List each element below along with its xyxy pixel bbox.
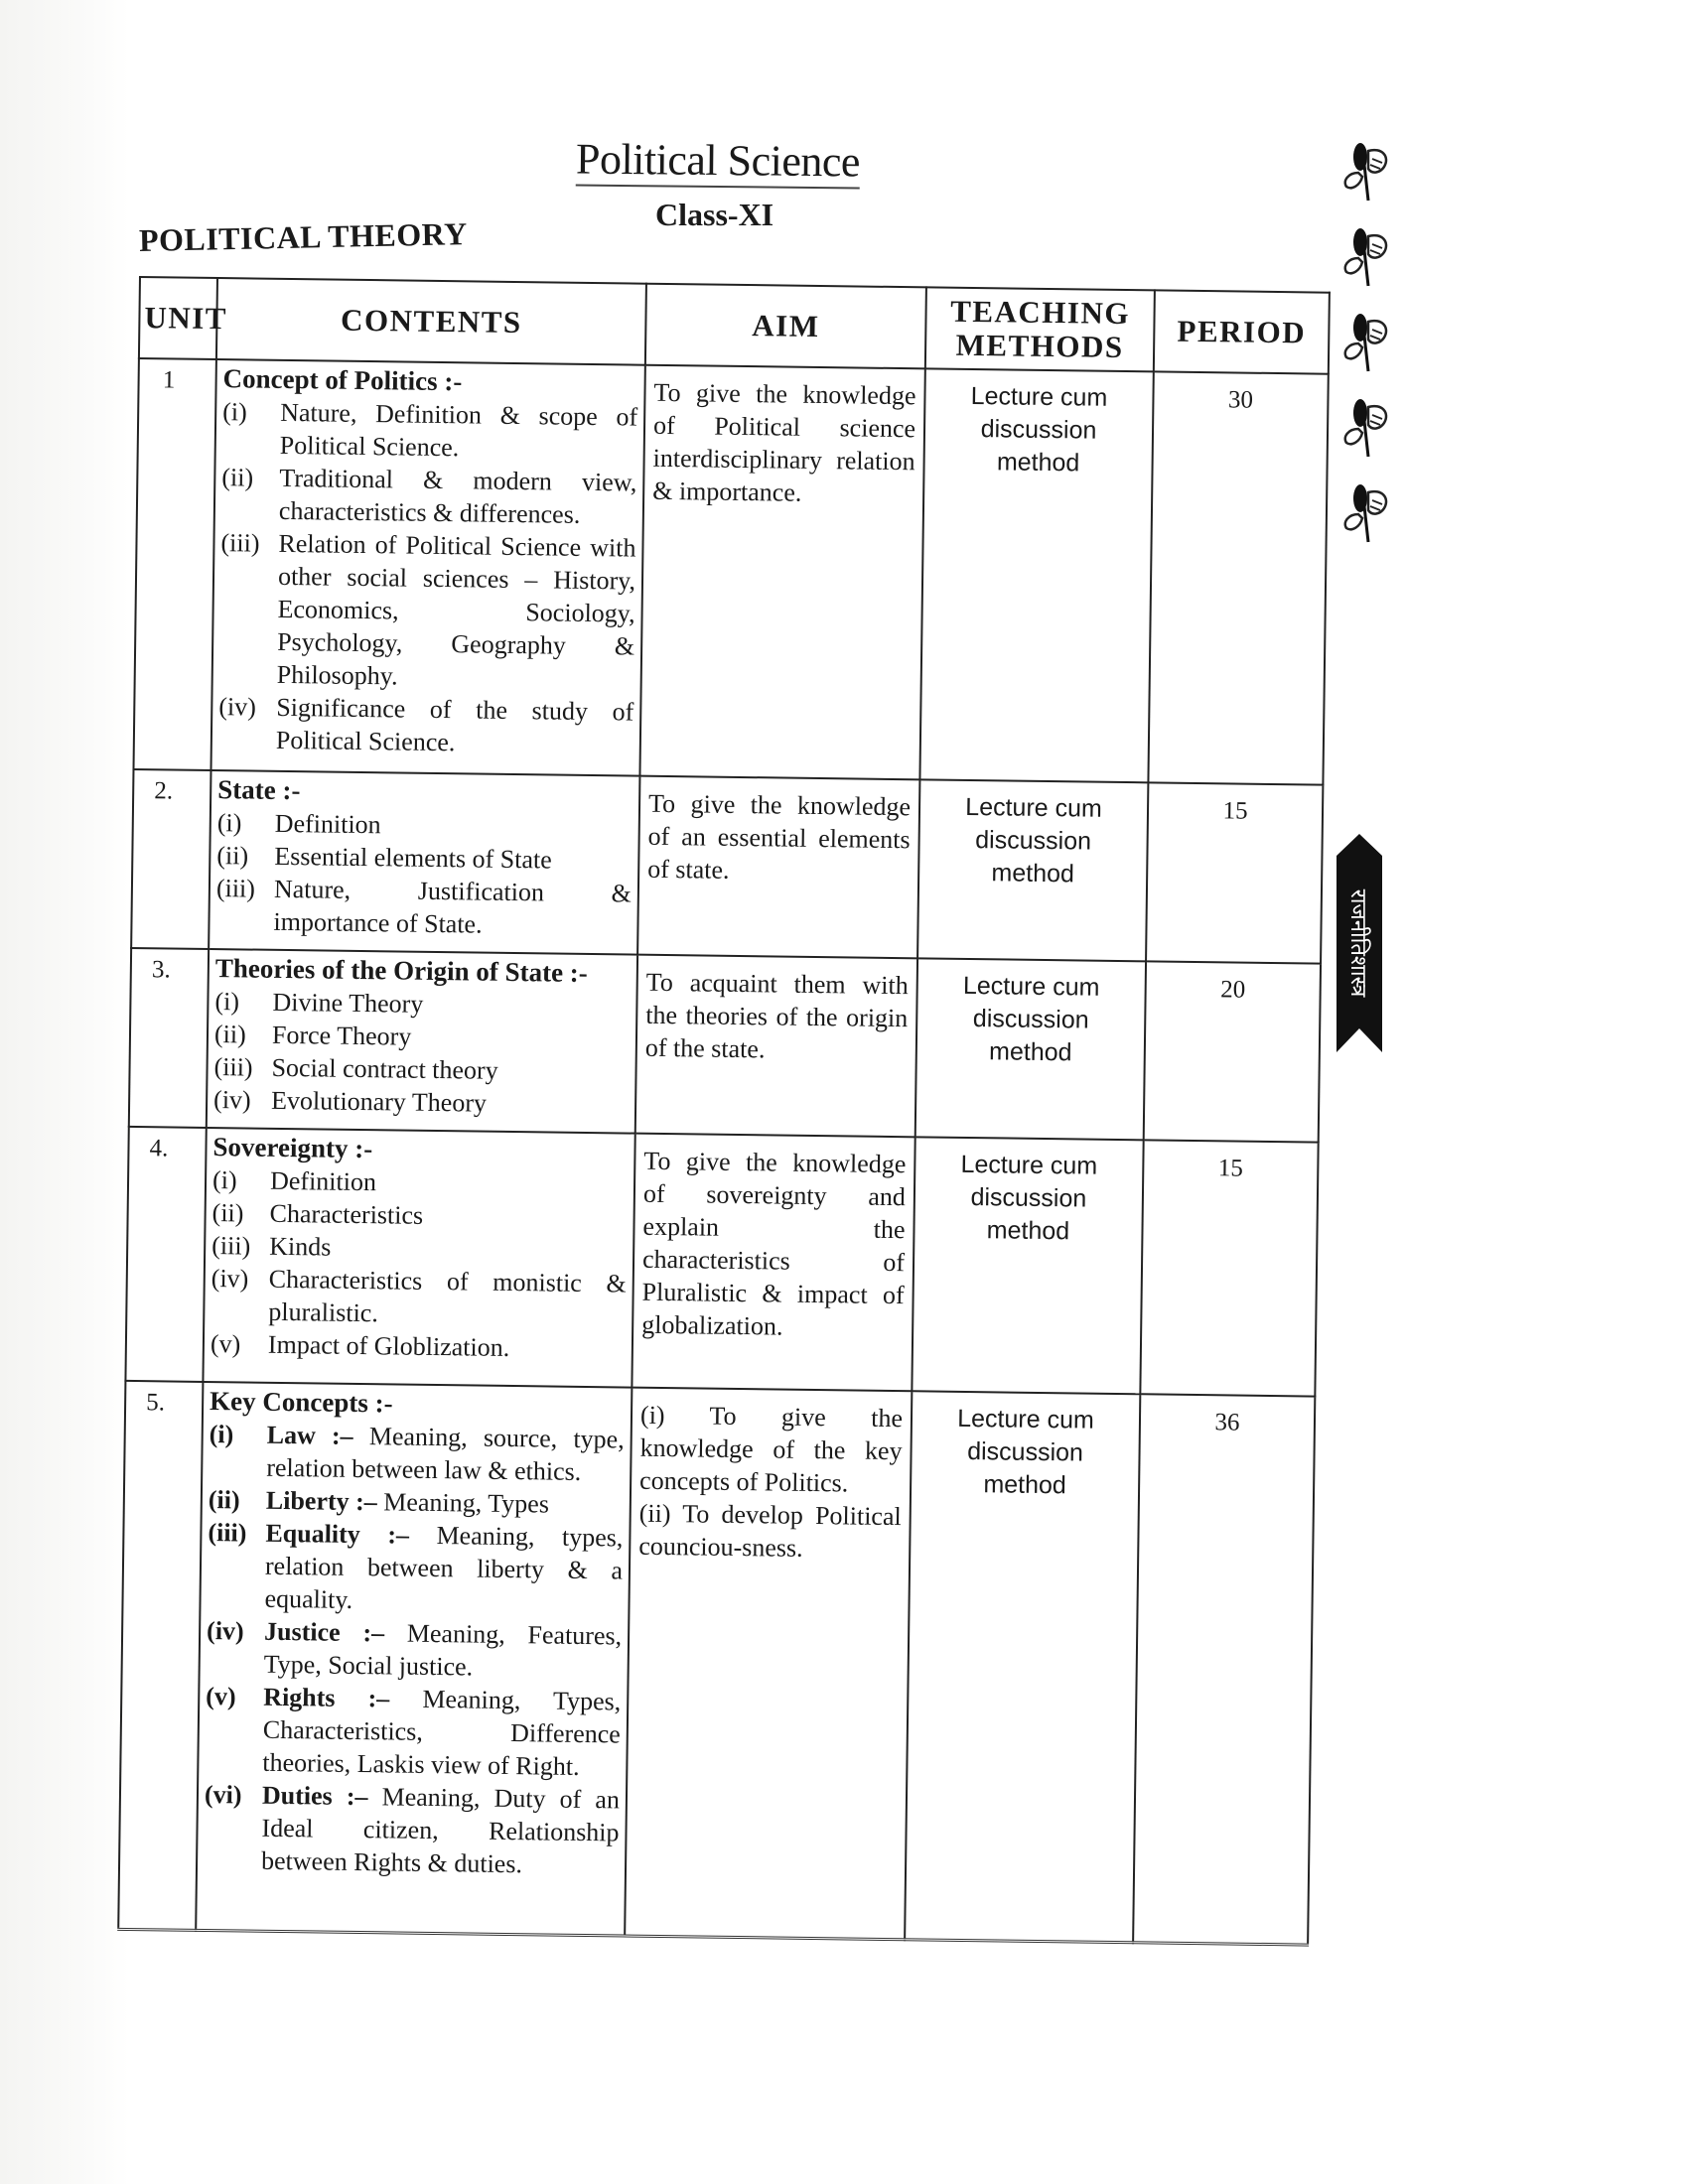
concept-term: Duties :–: [261, 1780, 368, 1812]
item-number: (ii): [221, 463, 254, 492]
method-line: discussion: [972, 1005, 1089, 1034]
item-number: (i): [211, 1165, 237, 1195]
period-cell: 20: [1144, 961, 1321, 1142]
content-item: [211, 1262, 627, 1332]
bookmark-ribbon: [1336, 834, 1382, 1052]
item-number: (iii): [211, 1231, 251, 1261]
content-item: [218, 690, 634, 760]
item-number: (i): [209, 1420, 234, 1449]
unit-number: 4.: [125, 1127, 206, 1382]
aim-cell: To acquaint them with the theories of the origin of the state.: [635, 955, 917, 1138]
content-item: [214, 985, 630, 1023]
item-text: Evolutionary Theory: [270, 1085, 488, 1118]
leaf-sprig-icon: [1338, 395, 1394, 459]
page-gutter-shadow: [0, 0, 129, 2184]
method-line: method: [996, 448, 1080, 478]
item-number: (iv): [206, 1616, 244, 1646]
column-header-unit: UNIT: [139, 277, 217, 359]
content-item: [209, 1418, 625, 1488]
period-cell: 36: [1133, 1394, 1315, 1945]
item-text: Definition: [269, 1165, 377, 1197]
contents-cell: [196, 1382, 632, 1936]
unit-number: 5.: [118, 1381, 203, 1930]
table-row: [131, 769, 1323, 964]
aim-cell: [625, 1388, 912, 1940]
method-line: discussion: [970, 1183, 1087, 1213]
item-number: (iii): [213, 1052, 253, 1082]
table-header-row: [139, 277, 1330, 374]
content-item: [211, 1327, 626, 1365]
item-text: Relation of Political Science with other social sciences – History, Economics, Sociology, Psychology, Geography & Philosophy.: [276, 528, 636, 691]
unit-number: 1: [133, 358, 215, 770]
item-text: Nature, Justification & importance of State.: [273, 874, 633, 939]
margin-decoration: [1338, 139, 1398, 566]
teaching-header-line2: METHODS: [955, 327, 1124, 364]
concept-term: Liberty :–: [265, 1485, 377, 1517]
item-number: (ii): [216, 841, 249, 871]
topic-heading: State :-: [217, 774, 301, 806]
item-number: (ii): [211, 1198, 244, 1228]
method-line: Lecture cum: [960, 1150, 1098, 1180]
table-row: [129, 948, 1321, 1143]
item-text: Impact of Globlization.: [267, 1329, 510, 1362]
content-item: [216, 839, 632, 877]
content-item: [213, 1050, 629, 1088]
content-item: [211, 1196, 627, 1234]
table-row: [133, 358, 1328, 785]
item-number: (i): [214, 987, 240, 1017]
item-number: (v): [210, 1329, 241, 1359]
syllabus-table-wrapper: [117, 276, 1329, 1947]
item-number: (iii): [208, 1518, 247, 1548]
contents-cell: [207, 949, 637, 1134]
item-text: Meaning, Duty of an Ideal citizen, Relationship between Rights & duties.: [260, 1782, 621, 1879]
unit-number: 2.: [131, 769, 211, 949]
unit-number: 3.: [129, 948, 209, 1128]
item-text: Characteristics of monistic & pluralistic.: [268, 1264, 627, 1328]
method-line: Lecture cum: [962, 971, 1100, 1002]
aim-cell: To give the knowledge of sovereignty and explain the characteristics of Pluralistic & impact of globalization.: [632, 1134, 914, 1392]
column-header-aim: AIM: [645, 284, 926, 369]
item-text: Essential elements of State: [274, 841, 552, 875]
method-line: discussion: [967, 1437, 1084, 1467]
item-text: Meaning, Features, Type, Social justice.: [263, 1618, 623, 1682]
item-number: (i): [222, 397, 247, 427]
topic-heading: Theories of the Origin of State :-: [214, 953, 588, 988]
item-text: Kinds: [269, 1231, 332, 1262]
content-item: [205, 1680, 621, 1783]
aim-line: (i) To give the knowledge of the key concepts of Politics.: [638, 1400, 904, 1498]
content-item: [219, 526, 636, 695]
content-item: [206, 1614, 622, 1685]
item-text: Social contract theory: [271, 1052, 498, 1085]
period-cell: 15: [1140, 1140, 1318, 1396]
item-number: (vi): [204, 1779, 242, 1810]
concept-term: Justice :–: [263, 1616, 385, 1648]
item-number: (ii): [208, 1485, 240, 1515]
aim-cell: To give the knowledge of Political science interdisciplinary relation & importance.: [639, 365, 924, 780]
contents-cell: [203, 1128, 634, 1388]
item-text: Characteristics: [269, 1198, 424, 1230]
item-number: (iv): [218, 692, 257, 722]
item-text: Divine Theory: [272, 987, 424, 1019]
table-row: [118, 1381, 1315, 1945]
contents-cell: [209, 770, 639, 955]
syllabus-table: [117, 276, 1331, 1947]
concept-term: Law :–: [266, 1420, 353, 1450]
method-line: method: [991, 859, 1075, 888]
item-text: Significance of the study of Political Science.: [275, 692, 634, 757]
item-number: (v): [206, 1682, 236, 1711]
item-number: (i): [216, 808, 242, 838]
method-line: Lecture cum: [957, 1404, 1094, 1434]
aim-cell: To give the knowledge of an essential elements of state.: [637, 776, 919, 959]
teaching-method-cell: [917, 779, 1148, 961]
item-text: Meaning, Types, Characteristics, Difference theories, Laskis view of Right.: [262, 1684, 622, 1781]
content-item: [212, 1163, 628, 1201]
table-row: [125, 1127, 1318, 1397]
teaching-method-cell: [919, 368, 1153, 782]
item-text: Meaning, types, relation between liberty & a equality.: [264, 1520, 624, 1614]
column-header-contents: CONTENTS: [216, 278, 646, 365]
teaching-method-cell: [915, 958, 1146, 1140]
item-number: (iii): [220, 528, 260, 558]
topic-heading: Sovereignty :-: [212, 1132, 373, 1164]
content-item: [211, 1229, 627, 1267]
teaching-method-cell: [905, 1391, 1140, 1942]
item-text: Force Theory: [271, 1020, 412, 1051]
method-line: Lecture cum: [965, 792, 1103, 823]
concept-term: Equality :–: [265, 1518, 410, 1550]
content-item: [207, 1516, 623, 1619]
item-text: Meaning, Types: [376, 1487, 550, 1519]
content-item: [222, 395, 638, 466]
item-text: Definition: [274, 808, 381, 840]
item-number: (iii): [215, 874, 256, 903]
item-text: Meaning, source, type, relation between law & ethics.: [266, 1421, 625, 1486]
leaf-sprig-icon: [1338, 139, 1394, 203]
teaching-method-cell: [912, 1137, 1143, 1394]
item-number: (iv): [211, 1264, 249, 1294]
item-text: Nature, Definition & scope of Political Science.: [279, 397, 638, 463]
content-item: [213, 1083, 629, 1121]
section-label: POLITICAL THEORY: [138, 215, 469, 258]
method-line: discussion: [975, 826, 1092, 856]
method-line: method: [983, 1470, 1067, 1500]
content-item: [215, 872, 632, 942]
content-item: [221, 461, 637, 531]
method-line: discussion: [980, 415, 1097, 445]
content-item: [217, 806, 633, 844]
leaf-sprig-icon: [1338, 224, 1394, 288]
content-item: [214, 1018, 630, 1055]
topic-heading: Key Concepts :-: [209, 1386, 393, 1419]
ribbon-label: राजनीतिशास्त्र: [1345, 888, 1370, 998]
page-title: Political Science: [576, 134, 861, 190]
content-item: [204, 1778, 620, 1881]
method-line: method: [988, 1037, 1072, 1067]
period-cell: 15: [1146, 782, 1323, 963]
item-text: Traditional & modern view, characteristics & differences.: [278, 463, 637, 529]
column-header-period: PERIOD: [1154, 290, 1330, 373]
method-line: Lecture cum: [970, 381, 1108, 412]
method-line: method: [986, 1216, 1070, 1246]
period-cell: 30: [1148, 371, 1328, 784]
concept-term: Rights :–: [263, 1682, 390, 1713]
content-item: [209, 1483, 624, 1521]
column-header-teaching-methods: [925, 287, 1155, 371]
leaf-sprig-icon: [1338, 310, 1394, 373]
contents-cell: [211, 359, 644, 776]
topic-heading: Concept of Politics :-: [222, 363, 463, 397]
leaf-sprig-icon: [1338, 480, 1394, 544]
teaching-header-line1: TEACHING: [949, 293, 1131, 332]
aim-line: (ii) To develop Political counciou-sness.: [638, 1498, 902, 1563]
item-number: (ii): [213, 1020, 246, 1049]
class-label: Class-XI: [655, 197, 774, 232]
item-number: (iv): [212, 1085, 251, 1115]
